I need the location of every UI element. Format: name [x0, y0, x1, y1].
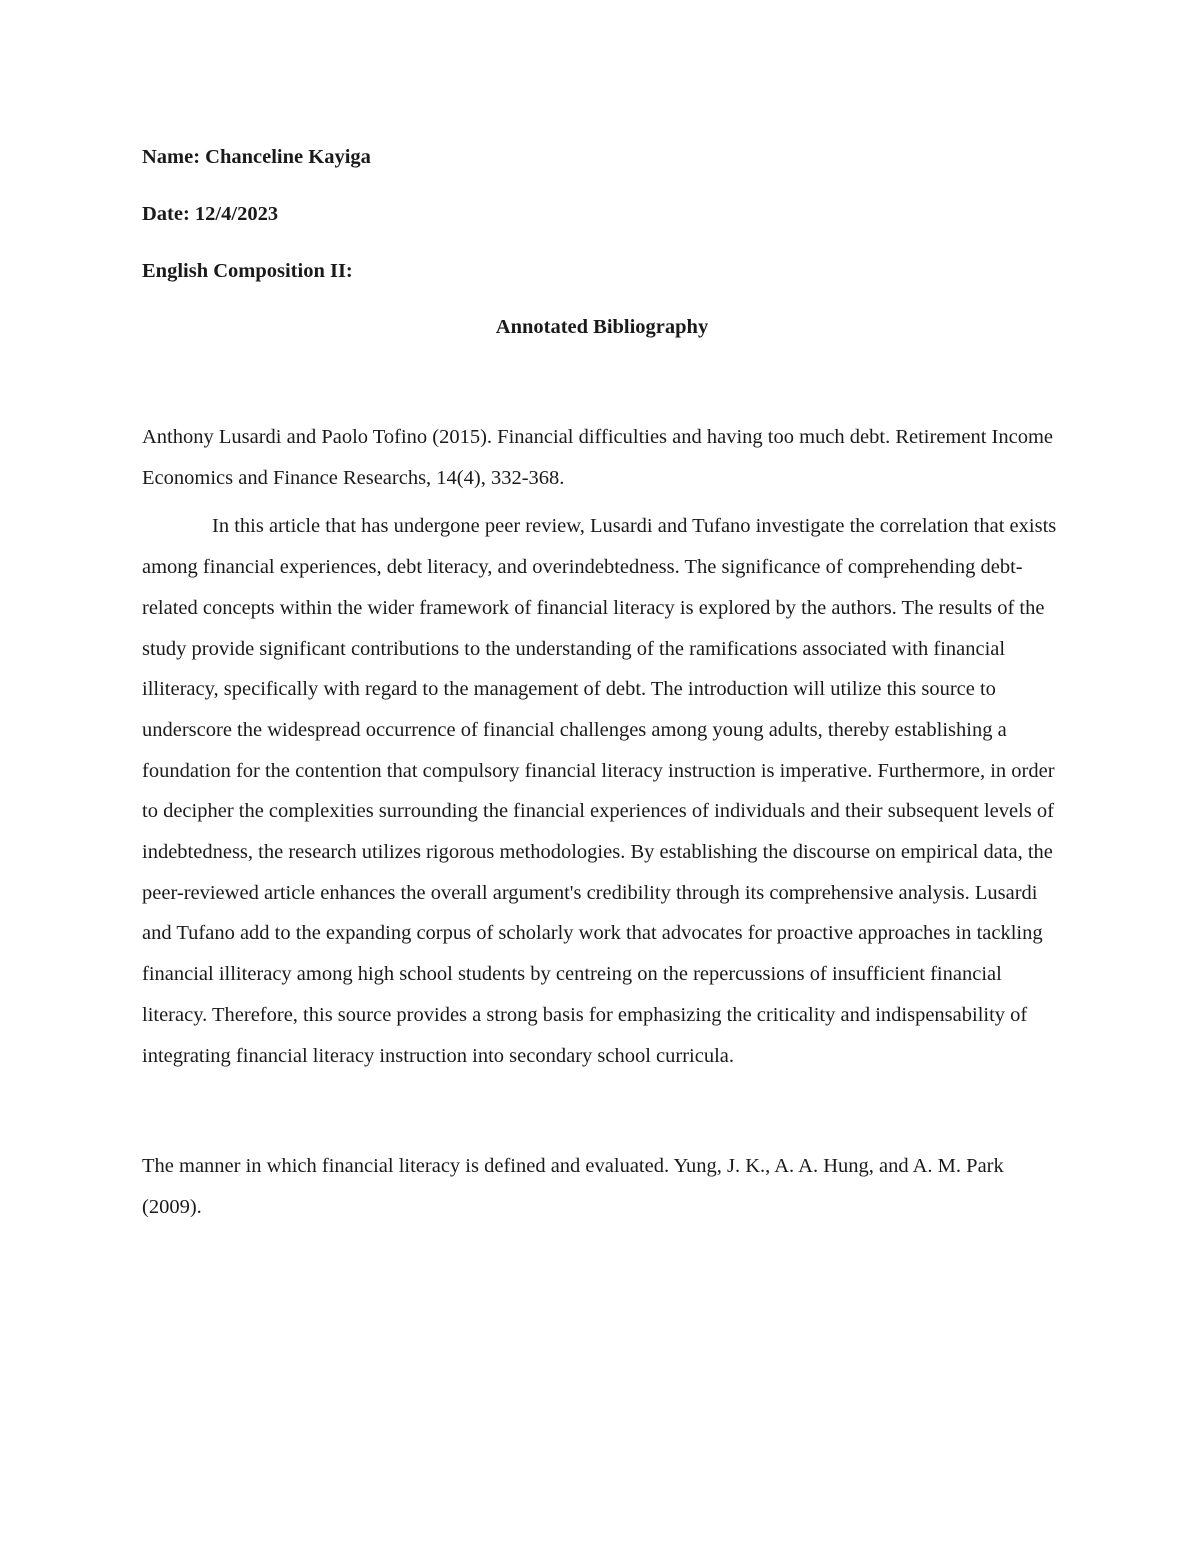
student-name: Name: Chanceline Kayiga [142, 146, 371, 168]
entry-citation: The manner in which financial literacy is defined and evaluated. Yung, J. K., A. A. Hung, and A. M. Park (2009). [142, 1155, 1004, 1218]
document-title: Annotated Bibliography [495, 316, 709, 338]
document-body [142, 140, 1062, 1228]
entry-annotation: In this article that has undergone peer review, Lusardi and Tufano investigate the correlation that exists among financial experiences, debt literacy, and overindebtedness. The significance of comprehending debt-related concepts within the wider framework of financial literacy is explored by the authors. The results of the study provide significant contributions to the understanding of the ramifications associated with financial illiteracy, specifically with regard to the management of debt. The introduction will utilize this source to underscore the widespread occurrence of financial challenges among young adults, thereby establishing a foundation for the contention that compulsory financial literacy instruction is imperative. Furthermore, in order to decipher the complexities surrounding the financial experiences of individuals and their subsequent levels of indebtedness, the research utilizes rigorous methodologies. By establishing the discourse on empirical data, the peer-reviewed article enhances the overall argument's credibility through its comprehensive analysis. Lusardi and Tufano add to the expanding corpus of scholarly work that advocates for proactive approaches in tackling financial illiteracy among high school students by centreing on the repercussions of insufficient financial literacy. Therefore, this source provides a strong basis for emphasizing the criticality and indispensability of integrating financial literacy instruction into secondary school curricula. [142, 515, 1057, 1067]
entry-citation: Anthony Lusardi and Paolo Tofino (2015). Financial difficulties and having too much debt. Retirement Income Economics and Finance Researchs, 14(4), 332-368. [142, 426, 1054, 489]
submission-date: Date: 12/4/2023 [142, 203, 279, 225]
course-name: English Composition II: [142, 260, 353, 282]
